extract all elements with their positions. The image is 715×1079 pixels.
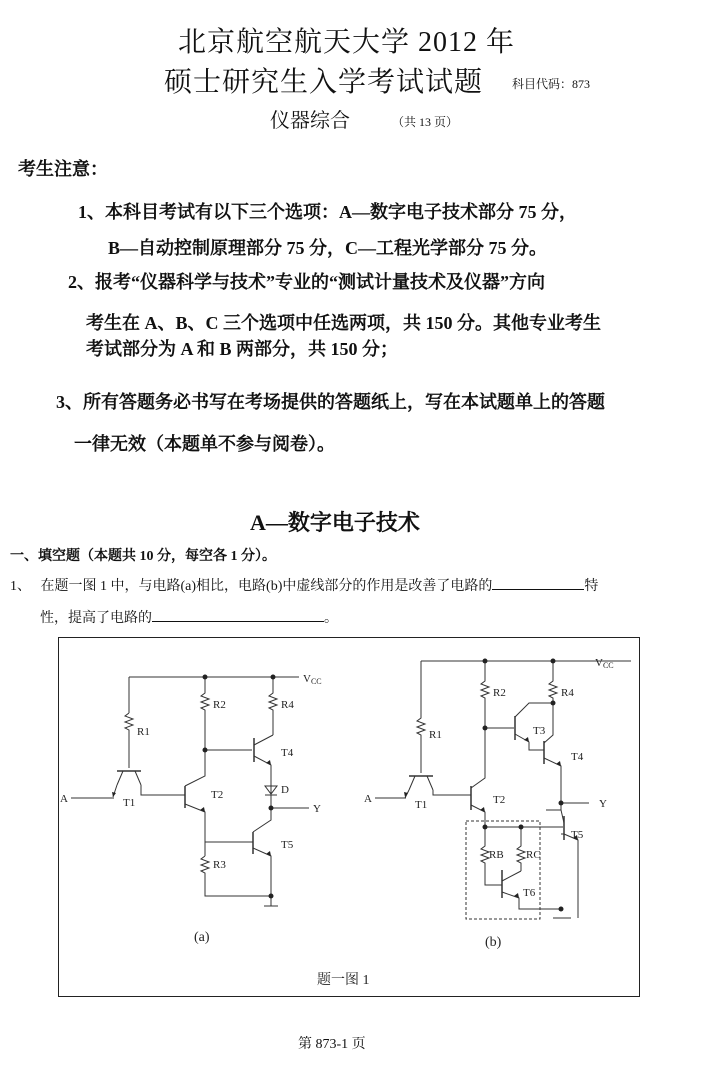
answer-blank-1[interactable]	[492, 575, 584, 590]
subject-code: 科目代码：873	[512, 77, 591, 91]
label-r1-a: R1	[137, 726, 150, 738]
exam-title-line2: 硕士研究生入学考试试题	[164, 67, 484, 98]
circuit-a	[71, 677, 309, 906]
exam-title-line1: 北京航空航天大学 2012 年	[178, 27, 516, 58]
notice-item-2-cont: 考生在 A、B、C 三个选项中任选两项，共 150 分。其他专业考生	[86, 313, 602, 333]
label-t2-a: T2	[211, 789, 224, 801]
label-t6-b: T6	[523, 887, 536, 899]
label-r1-b: R1	[429, 729, 442, 741]
section-title: A—数字电子技术	[250, 510, 420, 535]
label-r2-b: R2	[493, 687, 506, 699]
vcc-label-b: VCC	[595, 657, 614, 670]
input-label-a: A	[60, 793, 68, 805]
subject-name: 仪器综合	[270, 110, 350, 132]
circuit-figure	[59, 638, 641, 998]
question-text-end: 。	[324, 611, 338, 626]
figure-caption: 题一图 1	[317, 973, 370, 988]
output-label-a: Y	[313, 803, 321, 815]
label-t4-b: T4	[571, 751, 584, 763]
label-t2-b: T2	[493, 794, 506, 806]
junction-dots	[112, 659, 578, 912]
part-heading: 一、填空题（本题共 10 分，每空各 1 分）。	[10, 549, 276, 564]
label-rc-b: RC	[526, 849, 541, 861]
resistor-r1-a	[125, 713, 133, 768]
input-label-b: A	[364, 793, 372, 805]
notice-item-3-cont: 一律无效（本题单不参与阅卷）。	[74, 434, 335, 454]
page-count: （共 13 页）	[392, 115, 459, 129]
question-1-line1	[10, 575, 598, 595]
circuit-a-label: (a)	[194, 930, 210, 945]
circuit-b	[375, 661, 631, 919]
notice-heading: 考生注意：	[18, 159, 108, 179]
figure-frame	[58, 637, 640, 997]
question-text-cont: 特	[584, 579, 599, 594]
notice-item-3: 3、所有答题务必书写在考场提供的答题纸上，写在本试题单上的答题	[56, 392, 605, 412]
question-text-2: 性，提高了电路的	[40, 611, 152, 626]
label-t4-a: T4	[281, 747, 294, 759]
notice-item-2: 2、报考“仪器科学与技术”专业的“测试计量技术及仪器”方向	[68, 272, 545, 292]
label-t3-b: T3	[533, 725, 546, 737]
resistor-r4-a	[269, 677, 277, 735]
output-label-b: Y	[599, 798, 607, 810]
resistor-r3-a	[201, 856, 271, 896]
label-t5-b: T5	[571, 829, 584, 841]
dashed-box-b	[466, 821, 540, 919]
circuit-b-label: (b)	[485, 935, 502, 950]
resistor-r4-b	[549, 661, 557, 703]
label-d-a: D	[281, 784, 289, 796]
answer-blank-2[interactable]	[152, 607, 324, 622]
resistor-r2-a	[201, 677, 209, 750]
page-footer: 第 873-1 页	[298, 1037, 366, 1052]
vcc-label-a: VCC	[303, 673, 322, 686]
notice-item-1: 1、本科目考试有以下三个选项：A—数字电子技术部分 75 分，	[78, 202, 577, 222]
label-r4-a: R4	[281, 699, 294, 711]
label-rb-b: RB	[489, 849, 504, 861]
label-t1-b: T1	[415, 799, 428, 811]
label-t5-a: T5	[281, 839, 294, 851]
label-t1-a: T1	[123, 797, 136, 809]
label-r3-a: R3	[213, 859, 226, 871]
question-number: 1、	[10, 579, 31, 594]
resistor-rc-b	[517, 827, 525, 871]
notice-item-1-cont: B—自动控制原理部分 75 分，C—工程光学部分 75 分。	[108, 238, 548, 258]
label-r4-b: R4	[561, 687, 574, 699]
label-r2-a: R2	[213, 699, 226, 711]
resistor-r1-b	[417, 661, 425, 773]
resistor-r2-b	[481, 661, 489, 728]
notice-item-2-cont2: 考试部分为 A 和 B 两部分，共 150 分；	[86, 339, 399, 359]
question-1-line2	[40, 607, 338, 627]
question-text: 在题一图 1 中，与电路(a)相比，电路(b)中虚线部分的作用是改善了电路的	[40, 579, 493, 594]
